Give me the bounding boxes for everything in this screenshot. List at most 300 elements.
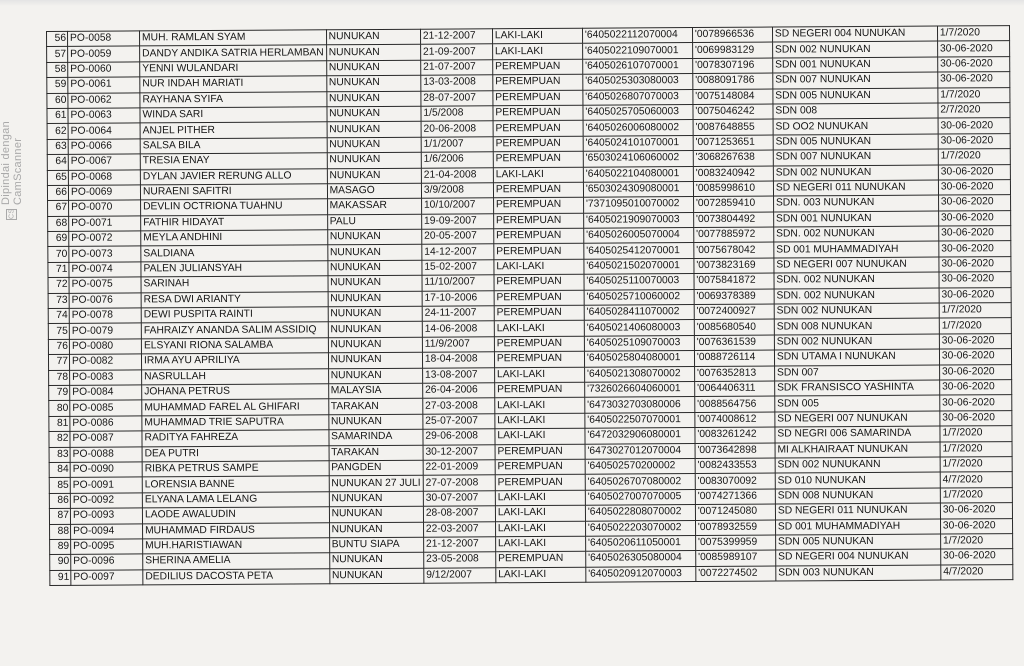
registration-id-cell: PO-0062 xyxy=(68,92,140,108)
watermark-text: Dipindai dengan CamScanner xyxy=(0,120,24,205)
previous-school-cell: SDN 002 NUNUKAN xyxy=(774,303,939,319)
gender-cell: PEREMPUAN xyxy=(493,59,583,75)
student-name-cell: SALDIANA xyxy=(141,245,328,262)
student-name-cell: MEYLA ANDHINI xyxy=(141,230,328,247)
row-number-cell: 66 xyxy=(47,185,68,201)
nik-cell: '640502570200002 xyxy=(585,458,695,474)
gender-cell: PEREMPUAN xyxy=(493,136,583,152)
birth-date-cell: 26-04-2006 xyxy=(423,383,495,399)
registration-id-cell: PO-0070 xyxy=(69,200,141,216)
graduation-date-cell: 30-06-2020 xyxy=(938,180,1010,196)
nisn-cell: '0069983129 xyxy=(692,42,772,58)
nisn-cell: '0075841872 xyxy=(694,273,774,289)
birth-date-cell: 21-12-2007 xyxy=(420,29,492,45)
birthplace-cell: NUNUKAN xyxy=(327,245,421,261)
nisn-cell: '0072859410 xyxy=(693,196,773,212)
graduation-date-cell: 30-06-2020 xyxy=(937,41,1009,57)
graduation-date-cell: 1/7/2020 xyxy=(939,318,1011,334)
nisn-cell: '0074008612 xyxy=(695,412,775,428)
birthplace-cell: NUNUKAN xyxy=(328,275,422,291)
student-name-cell: MUH.HARISTIAWAN xyxy=(143,538,330,555)
student-table xyxy=(46,25,1013,586)
gender-cell: LAKI-LAKI xyxy=(495,398,585,414)
previous-school-cell: SDN. 003 NUNUKAN xyxy=(773,195,938,211)
student-name-cell: FATHIR HIDAYAT xyxy=(141,214,328,231)
birth-date-cell: 22-03-2007 xyxy=(423,521,495,537)
nik-cell: '6405025804080001 xyxy=(584,351,694,367)
nisn-cell: '0064406311 xyxy=(695,381,775,397)
registration-id-cell: PO-0061 xyxy=(68,77,140,93)
birth-date-cell: 11/10/2007 xyxy=(422,275,494,291)
graduation-date-cell: 30-06-2020 xyxy=(939,333,1011,349)
birthplace-cell: MASAGO xyxy=(327,183,421,199)
student-name-cell: DEDILIUS DACOSTA PETA xyxy=(143,568,330,585)
row-number-cell: 91 xyxy=(50,570,71,586)
student-name-cell: LAODE AWALUDIN xyxy=(142,507,329,524)
nisn-cell: '0076361539 xyxy=(694,335,774,351)
graduation-date-cell: 30-06-2020 xyxy=(938,118,1010,134)
student-name-cell: MUHAMMAD TRIE SAPUTRA xyxy=(142,415,329,432)
graduation-date-cell: 30-06-2020 xyxy=(938,133,1010,149)
nik-cell: '6405022203070002 xyxy=(585,520,695,536)
previous-school-cell: SD NEGERI 007 NUNUKAN xyxy=(775,411,940,427)
birth-date-cell: 20-05-2007 xyxy=(422,229,494,245)
graduation-date-cell: 30-06-2020 xyxy=(938,56,1010,72)
student-name-cell: TRESIA ENAY xyxy=(140,153,327,170)
previous-school-cell: SD 001 MUHAMMADIYAH xyxy=(774,242,939,258)
nik-cell: '6473032703080006 xyxy=(585,397,695,413)
nik-cell: '7371095010070002 xyxy=(583,197,693,213)
birthplace-cell: NUNUKAN xyxy=(328,352,422,368)
registration-id-cell: PO-0066 xyxy=(68,139,140,155)
birth-date-cell: 23-05-2008 xyxy=(424,552,496,568)
birth-date-cell: 20-06-2008 xyxy=(421,121,493,137)
birthplace-cell: NUNUKAN xyxy=(327,168,421,184)
registration-id-cell: PO-0071 xyxy=(69,216,141,232)
nisn-cell: '0073823169 xyxy=(694,258,774,274)
nisn-cell: '0076352813 xyxy=(694,366,774,382)
birth-date-cell: 15-02-2007 xyxy=(422,260,494,276)
nik-cell: '6405026305080004 xyxy=(586,551,696,567)
gender-cell: LAKI-LAKI xyxy=(495,521,585,537)
previous-school-cell: SD NEGERI 004 NUNUKAN xyxy=(776,549,941,565)
registration-id-cell: PO-0058 xyxy=(68,31,140,47)
gender-cell: LAKI-LAKI xyxy=(494,321,584,337)
registration-id-cell: PO-0082 xyxy=(69,354,141,370)
nisn-cell: '0074271366 xyxy=(695,489,775,505)
gender-cell: PEREMPUAN xyxy=(494,290,584,306)
nik-cell: '6503024106060002 xyxy=(583,151,693,167)
registration-id-cell: PO-0069 xyxy=(68,185,140,201)
birth-date-cell: 28-08-2007 xyxy=(423,506,495,522)
student-name-cell: NASRULLAH xyxy=(142,368,329,385)
row-number-cell: 56 xyxy=(47,31,68,47)
registration-id-cell: PO-0087 xyxy=(70,431,142,447)
nisn-cell: '3068267638 xyxy=(693,150,773,166)
graduation-date-cell: 1/7/2020 xyxy=(940,441,1012,457)
student-name-cell: FAHRAIZY ANANDA SALIM ASSIDIQ xyxy=(141,322,328,339)
student-name-cell: DYLAN JAVIER RERUNG ALLO xyxy=(140,168,327,185)
registration-id-cell: PO-0079 xyxy=(69,323,141,339)
gender-cell: PEREMPUAN xyxy=(495,475,585,491)
birth-date-cell: 3/9/2008 xyxy=(421,183,493,199)
row-number-cell: 67 xyxy=(48,201,69,217)
previous-school-cell: SDN 007 NUNUKAN xyxy=(773,149,938,165)
graduation-date-cell: 30-06-2020 xyxy=(939,226,1011,242)
student-name-cell: DEVLIN OCTRIONA TUAHNU xyxy=(141,199,328,216)
previous-school-cell: MI ALKHAIRAAT NUNUKAN xyxy=(775,442,940,458)
birthplace-cell: NUNUKAN xyxy=(329,522,423,538)
graduation-date-cell: 2/7/2020 xyxy=(938,103,1010,119)
birthplace-cell: NUNUKAN xyxy=(326,29,420,45)
row-number-cell: 78 xyxy=(49,370,70,386)
previous-school-cell: SDN 007 xyxy=(774,365,939,381)
nik-cell: '6405025110070003 xyxy=(584,274,694,290)
registration-id-cell: PO-0094 xyxy=(71,523,143,539)
birth-date-cell: 27-07-2008 xyxy=(423,475,495,491)
graduation-date-cell: 1/7/2020 xyxy=(938,149,1010,165)
previous-school-cell: SDN. 002 NUNUKAN xyxy=(774,272,939,288)
nisn-cell: '0083261242 xyxy=(695,427,775,443)
birthplace-cell: NUNUKAN 27 JULI xyxy=(329,476,423,492)
nik-cell: '6405025705060003 xyxy=(583,105,693,121)
registration-id-cell: PO-0085 xyxy=(70,400,142,416)
gender-cell: LAKI-LAKI xyxy=(494,259,584,275)
row-number-cell: 88 xyxy=(50,524,71,540)
gender-cell: LAKI-LAKI xyxy=(492,28,582,44)
nik-cell: '6405022808070002 xyxy=(585,505,695,521)
birth-date-cell: 19-09-2007 xyxy=(421,213,493,229)
row-number-cell: 64 xyxy=(47,154,68,170)
row-number-cell: 76 xyxy=(48,339,69,355)
row-number-cell: 73 xyxy=(48,293,69,309)
previous-school-cell: SDN. 002 NUNUKAN xyxy=(774,226,939,242)
gender-cell: LAKI-LAKI xyxy=(492,44,582,60)
graduation-date-cell: 30-06-2020 xyxy=(939,287,1011,303)
birthplace-cell: NUNUKAN xyxy=(328,291,422,307)
nik-cell: '6405026707080002 xyxy=(585,474,695,490)
registration-id-cell: PO-0096 xyxy=(71,554,143,570)
nisn-cell: '0075046242 xyxy=(693,104,773,120)
nik-cell: '6503024309080001 xyxy=(583,181,693,197)
registration-id-cell: PO-0060 xyxy=(68,62,140,78)
nik-cell: '6405020611050001 xyxy=(585,535,695,551)
nisn-cell: '0087648855 xyxy=(693,119,773,135)
student-name-cell: DEA PUTRI xyxy=(142,445,329,462)
gender-cell: PEREMPUAN xyxy=(495,382,585,398)
previous-school-cell: SDN 002 NUNUKAN xyxy=(773,165,938,181)
nik-cell: '6473027012070004 xyxy=(585,443,695,459)
previous-school-cell: SD NEGERI 004 NUNUKAN xyxy=(772,26,937,42)
registration-id-cell: PO-0091 xyxy=(70,477,142,493)
registration-id-cell: PO-0095 xyxy=(71,539,143,555)
birthplace-cell: MALAYSIA xyxy=(328,383,422,399)
birth-date-cell: 30-12-2007 xyxy=(423,444,495,460)
gender-cell: PEREMPUAN xyxy=(495,444,585,460)
student-table-body xyxy=(47,26,1013,586)
row-number-cell: 86 xyxy=(49,493,70,509)
nisn-cell: '0078966536 xyxy=(692,27,772,43)
student-name-cell: WINDA SARI xyxy=(140,107,327,124)
nik-cell: '6405025412070001 xyxy=(584,243,694,259)
student-name-cell: SHERINA AMELIA xyxy=(143,553,330,570)
previous-school-cell: SDN 002 NUNUKANN xyxy=(775,457,940,473)
birth-date-cell: 17-10-2006 xyxy=(422,290,494,306)
row-number-cell: 85 xyxy=(49,478,70,494)
row-number-cell: 59 xyxy=(47,78,68,94)
nik-cell: '6405028411070002 xyxy=(584,305,694,321)
previous-school-cell: SD NEGERI 011 NUNUKAN xyxy=(773,180,938,196)
registration-id-cell: PO-0067 xyxy=(68,154,140,170)
graduation-date-cell: 30-06-2020 xyxy=(940,395,1012,411)
graduation-date-cell: 1/7/2020 xyxy=(940,487,1012,503)
graduation-date-cell: 1/7/2020 xyxy=(940,533,1012,549)
birthplace-cell: NUNUKAN xyxy=(328,414,422,430)
gender-cell: PEREMPUAN xyxy=(494,244,584,260)
birthplace-cell: NUNUKAN xyxy=(329,568,423,584)
row-number-cell: 70 xyxy=(48,247,69,263)
registration-id-cell: PO-0088 xyxy=(70,446,142,462)
nisn-cell: '0085680540 xyxy=(694,319,774,335)
student-name-cell: DEWI PUSPITA RAINTI xyxy=(141,307,328,324)
gender-cell: LAKI-LAKI xyxy=(493,167,583,183)
previous-school-cell: SDN 002 NUNUKAN xyxy=(772,41,937,57)
graduation-date-cell: 30-06-2020 xyxy=(940,380,1012,396)
graduation-date-cell: 30-06-2020 xyxy=(939,364,1011,380)
graduation-date-cell: 1/7/2020 xyxy=(938,87,1010,103)
student-name-cell: YENNI WULANDARI xyxy=(140,61,327,78)
graduation-date-cell: 30-06-2020 xyxy=(938,72,1010,88)
birthplace-cell: NUNUKAN xyxy=(328,337,422,353)
graduation-date-cell: 30-06-2020 xyxy=(938,210,1010,226)
registration-id-cell: PO-0090 xyxy=(70,462,142,478)
student-name-cell: MUH. RAMLAN SYAM xyxy=(140,30,327,47)
student-name-cell: SALSA BILA xyxy=(140,138,327,155)
gender-cell: PEREMPUAN xyxy=(494,336,584,352)
student-name-cell: ANJEL PITHER xyxy=(140,122,327,139)
birth-date-cell: 1/6/2006 xyxy=(421,152,493,168)
gender-cell: PEREMPUAN xyxy=(494,274,584,290)
birth-date-cell: 21-04-2008 xyxy=(421,167,493,183)
student-name-cell: SARINAH xyxy=(141,276,328,293)
previous-school-cell: SDN 001 NUNUKAN xyxy=(773,57,938,73)
nisn-cell: '0085998610 xyxy=(693,181,773,197)
registration-id-cell: PO-0063 xyxy=(68,108,140,124)
nisn-cell: '0078307196 xyxy=(693,58,773,74)
row-number-cell: 89 xyxy=(50,539,71,555)
graduation-date-cell: 1/7/2020 xyxy=(937,26,1009,42)
row-number-cell: 79 xyxy=(49,385,70,401)
gender-cell: LAKI-LAKI xyxy=(495,490,585,506)
nisn-cell: '0075148084 xyxy=(693,89,773,105)
birthplace-cell: NUNUKAN xyxy=(327,106,421,122)
camscanner-watermark xyxy=(0,60,24,220)
previous-school-cell: SDN 005 NUNUKAN xyxy=(773,88,938,104)
graduation-date-cell: 30-06-2020 xyxy=(939,241,1011,257)
birthplace-cell: TARAKAN xyxy=(328,399,422,415)
student-name-cell: RIBKA PETRUS SAMPE xyxy=(142,461,329,478)
row-number-cell: 74 xyxy=(48,308,69,324)
birthplace-cell: BUNTU SIAPA xyxy=(329,537,423,553)
gender-cell: PEREMPUAN xyxy=(494,351,584,367)
nisn-cell: '0078932559 xyxy=(695,520,775,536)
previous-school-cell: SDN 005 NUNUKAN xyxy=(775,534,940,550)
student-name-cell: MUHAMMAD FIRDAUS xyxy=(143,522,330,539)
birthplace-cell: NUNUKAN xyxy=(327,122,421,138)
student-name-cell: PALEN JULIANSYAH xyxy=(141,261,328,278)
birth-date-cell: 29-06-2008 xyxy=(423,429,495,445)
gender-cell: PEREMPUAN xyxy=(493,198,583,214)
birthplace-cell: MAKASSAR xyxy=(327,199,421,215)
graduation-date-cell: 30-06-2020 xyxy=(939,256,1011,272)
gender-cell: PEREMPUAN xyxy=(493,105,583,121)
gender-cell: PEREMPUAN xyxy=(493,121,583,137)
birth-date-cell: 28-07-2007 xyxy=(421,90,493,106)
student-name-cell: NUR INDAH MARIATI xyxy=(140,76,327,93)
nik-cell: '6405026006080002 xyxy=(583,120,693,136)
registration-id-cell: PO-0064 xyxy=(68,123,140,139)
birth-date-cell: 21-12-2007 xyxy=(423,537,495,553)
graduation-date-cell: 30-06-2020 xyxy=(940,503,1012,519)
previous-school-cell: SDN 008 NUNUKAN xyxy=(775,488,940,504)
birthplace-cell: NUNUKAN xyxy=(326,75,420,91)
gender-cell: PEREMPUAN xyxy=(495,459,585,475)
graduation-date-cell: 1/7/2020 xyxy=(940,426,1012,442)
nisn-cell: '0073804492 xyxy=(693,212,773,228)
student-name-cell: MUHAMMAD FAREL AL GHIFARI xyxy=(142,399,329,416)
previous-school-cell: SDN 005 NUNUKAN xyxy=(773,134,938,150)
nik-cell: '6405022104080001 xyxy=(583,166,693,182)
graduation-date-cell: 30-06-2020 xyxy=(939,349,1011,365)
gender-cell: LAKI-LAKI xyxy=(495,428,585,444)
nik-cell: '6405026807070003 xyxy=(583,89,693,105)
gender-cell: PEREMPUAN xyxy=(493,151,583,167)
nik-cell: '6405022507070001 xyxy=(585,412,695,428)
registration-id-cell: PO-0080 xyxy=(69,339,141,355)
student-name-cell: ELSYANI RIONA SALAMBA xyxy=(141,338,328,355)
previous-school-cell: SD OO2 NUNUKAN xyxy=(773,118,938,134)
previous-school-cell: SD 010 NUNUKAN xyxy=(775,472,940,488)
row-number-cell: 77 xyxy=(48,355,69,371)
previous-school-cell: SD 001 MUHAMMADIYAH xyxy=(775,519,940,535)
registration-id-cell: PO-0097 xyxy=(71,570,143,586)
graduation-date-cell: 30-06-2020 xyxy=(938,195,1010,211)
gender-cell: LAKI-LAKI xyxy=(494,367,584,383)
nik-cell: '6405025109070003 xyxy=(584,335,694,351)
registration-id-cell: PO-0068 xyxy=(68,169,140,185)
birthplace-cell: NUNUKAN xyxy=(326,60,420,76)
row-number-cell: 58 xyxy=(47,62,68,78)
nisn-cell: '0072400927 xyxy=(694,304,774,320)
birth-date-cell: 21-07-2007 xyxy=(421,60,493,76)
registration-id-cell: PO-0076 xyxy=(69,293,141,309)
nisn-cell: '0071253651 xyxy=(693,135,773,151)
row-number-cell: 84 xyxy=(49,462,70,478)
registration-id-cell: PO-0072 xyxy=(69,231,141,247)
nisn-cell: '0088091786 xyxy=(693,73,773,89)
birthplace-cell: TARAKAN xyxy=(329,445,423,461)
row-number-cell: 61 xyxy=(47,108,68,124)
birth-date-cell: 24-11-2007 xyxy=(422,306,494,322)
nik-cell: '6405021406080003 xyxy=(584,320,694,336)
row-number-cell: 69 xyxy=(48,231,69,247)
birth-date-cell: 30-07-2007 xyxy=(423,490,495,506)
page-top-edge xyxy=(0,0,1024,6)
registration-id-cell: PO-0059 xyxy=(68,46,140,62)
previous-school-cell: SDN 003 NUNUKAN xyxy=(776,565,941,581)
previous-school-cell: SDK FRANSISCO YASHINTA xyxy=(775,380,940,396)
birthplace-cell: PALU xyxy=(327,214,421,230)
birth-date-cell: 14-06-2008 xyxy=(422,321,494,337)
nik-cell: '6405022109070001 xyxy=(582,43,692,59)
gender-cell: LAKI-LAKI xyxy=(495,536,585,552)
nisn-cell: '0085989107 xyxy=(696,550,776,566)
nik-cell: '6405026005070004 xyxy=(584,228,694,244)
registration-id-cell: PO-0073 xyxy=(69,246,141,262)
birthplace-cell: NUNUKAN xyxy=(326,91,420,107)
nisn-cell: '0072274502 xyxy=(696,566,776,582)
row-number-cell: 63 xyxy=(47,139,68,155)
graduation-date-cell: 30-06-2020 xyxy=(941,549,1013,565)
row-number-cell: 81 xyxy=(49,416,70,432)
previous-school-cell: SDN 007 NUNUKAN xyxy=(773,72,938,88)
previous-school-cell: SDN. 002 NUNUKAN xyxy=(774,288,939,304)
registration-id-cell: PO-0078 xyxy=(69,308,141,324)
birth-date-cell: 11/9/2007 xyxy=(422,337,494,353)
birth-date-cell: 14-12-2007 xyxy=(422,244,494,260)
birthplace-cell: NUNUKAN xyxy=(329,491,423,507)
birthplace-cell: NUNUKAN xyxy=(328,306,422,322)
nik-cell: '6405021909070003 xyxy=(583,212,693,228)
nik-cell: '6405026107070001 xyxy=(583,58,693,74)
birthplace-cell: NUNUKAN xyxy=(329,506,423,522)
gender-cell: PEREMPUAN xyxy=(496,551,586,567)
birth-date-cell: 10/10/2007 xyxy=(421,198,493,214)
row-number-cell: 75 xyxy=(48,324,69,340)
nisn-cell: '0071245080 xyxy=(695,504,775,520)
birthplace-cell: NUNUKAN xyxy=(327,137,421,153)
nik-cell: '6405027007070005 xyxy=(585,489,695,505)
nisn-cell: '0083240942 xyxy=(693,166,773,182)
graduation-date-cell: 1/7/2020 xyxy=(940,457,1012,473)
registration-id-cell: PO-0093 xyxy=(70,508,142,524)
row-number-cell: 60 xyxy=(47,93,68,109)
nik-cell: '6405025710060002 xyxy=(584,289,694,305)
previous-school-cell: SDN 001 NUNUKAN xyxy=(773,211,938,227)
nisn-cell: '0075399959 xyxy=(695,535,775,551)
student-name-cell: IRMA AYU APRILIYA xyxy=(141,353,328,370)
birthplace-cell: NUNUKAN xyxy=(329,552,423,568)
birth-date-cell: 13-03-2008 xyxy=(421,75,493,91)
student-name-cell: RAYHANA SYIFA xyxy=(140,91,327,108)
previous-school-cell: SDN 005 xyxy=(775,395,940,411)
previous-school-cell: SD NEGRI 006 SAMARINDA xyxy=(775,426,940,442)
registration-id-cell: PO-0086 xyxy=(70,416,142,432)
row-number-cell: 82 xyxy=(49,432,70,448)
gender-cell: PEREMPUAN xyxy=(493,182,583,198)
birth-date-cell: 25-07-2007 xyxy=(423,414,495,430)
registration-id-cell: PO-0083 xyxy=(70,370,142,386)
student-name-cell: LORENSIA BANNE xyxy=(142,476,329,493)
gender-cell: LAKI-LAKI xyxy=(495,505,585,521)
nik-cell: '7326026604060001 xyxy=(585,382,695,398)
birthplace-cell: NUNUKAN xyxy=(328,322,422,338)
nik-cell: '6405021308070002 xyxy=(584,366,694,382)
birth-date-cell: 13-08-2007 xyxy=(422,367,494,383)
nisn-cell: '0088564756 xyxy=(695,396,775,412)
birth-date-cell: 22-01-2009 xyxy=(423,460,495,476)
birthplace-cell: NUNUKAN xyxy=(328,368,422,384)
